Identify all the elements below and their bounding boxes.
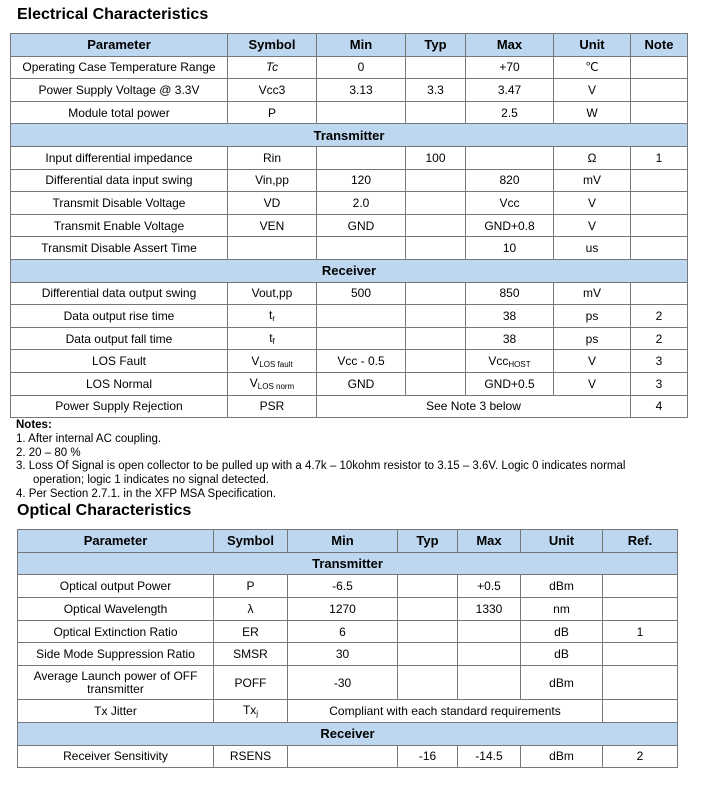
cell-max (458, 666, 521, 700)
cell-min (317, 146, 406, 169)
cell-typ (406, 192, 466, 215)
cell-typ (406, 350, 466, 373)
cell-spanned-note: Compliant with each standard requirements (288, 700, 603, 723)
cell-typ (398, 666, 458, 700)
cell-min: -6.5 (288, 575, 398, 598)
cell-typ: -16 (398, 745, 458, 768)
cell-symbol: λ (214, 598, 288, 621)
section-label: Transmitter (11, 124, 688, 147)
cell-parameter: LOS Normal (11, 372, 228, 395)
cell-min: 3.13 (317, 79, 406, 102)
cell-min: 6 (288, 620, 398, 643)
optical-table (17, 529, 678, 768)
cell-unit: us (554, 237, 631, 260)
cell-note: 4 (631, 395, 688, 418)
cell-max (466, 350, 554, 373)
cell-typ (406, 305, 466, 328)
cell-symbol: VEN (228, 214, 317, 237)
cell-max: GND+0.5 (466, 372, 554, 395)
table-row (11, 282, 688, 305)
cell-symbol: PSR (228, 395, 317, 418)
header-max: Max (458, 530, 521, 553)
cell-min (317, 101, 406, 124)
section-row-transmitter (11, 124, 688, 147)
cell-symbol: P (214, 575, 288, 598)
table-row (11, 372, 688, 395)
cell-max: 850 (466, 282, 554, 305)
cell-max: 820 (466, 169, 554, 192)
table-row (11, 395, 688, 418)
cell-note (631, 56, 688, 79)
cell-symbol: VD (228, 192, 317, 215)
symbol-subscript: f (272, 337, 275, 347)
cell-parameter: Optical output Power (18, 575, 214, 598)
cell-typ (406, 327, 466, 350)
cell-note: 1 (631, 146, 688, 169)
cell-min (317, 305, 406, 328)
cell-unit: ps (554, 305, 631, 328)
optical-title: Optical Characteristics (17, 502, 192, 519)
symbol-subscript: LOS fault (259, 359, 293, 369)
cell-symbol: POFF (214, 666, 288, 700)
table-header-row (18, 530, 678, 553)
header-symbol: Symbol (214, 530, 288, 553)
cell-min (288, 745, 398, 768)
cell-max: +0.5 (458, 575, 521, 598)
header-min: Min (288, 530, 398, 553)
cell-note (631, 214, 688, 237)
cell-max: +70 (466, 56, 554, 79)
cell-symbol: P (228, 101, 317, 124)
note-item-continuation: operation; logic 1 indicates no signal detected. (33, 474, 269, 487)
cell-ref (603, 575, 678, 598)
section-row-receiver (11, 259, 688, 282)
cell-parameter: Transmit Disable Voltage (11, 192, 228, 215)
electrical-table (10, 33, 688, 418)
cell-min (317, 237, 406, 260)
cell-typ (398, 643, 458, 666)
section-row-receiver (18, 722, 678, 745)
table-row (11, 79, 688, 102)
cell-parameter: Transmit Enable Voltage (11, 214, 228, 237)
table-header-row (11, 34, 688, 57)
cell-min: Vcc - 0.5 (317, 350, 406, 373)
section-label: Receiver (11, 259, 688, 282)
cell-typ (398, 598, 458, 621)
header-unit: Unit (521, 530, 603, 553)
cell-note: 2 (631, 327, 688, 350)
table-row (11, 214, 688, 237)
cell-typ (406, 237, 466, 260)
table-row (11, 56, 688, 79)
cell-unit: dBm (521, 666, 603, 700)
cell-typ (406, 372, 466, 395)
cell-unit: W (554, 101, 631, 124)
header-typ: Typ (398, 530, 458, 553)
cell-symbol: Rin (228, 146, 317, 169)
cell-parameter: Optical Extinction Ratio (18, 620, 214, 643)
cell-parameter: Power Supply Rejection (11, 395, 228, 418)
cell-ref (603, 643, 678, 666)
symbol-subscript: r (272, 314, 275, 324)
cell-typ (406, 56, 466, 79)
cell-max: Vcc (466, 192, 554, 215)
cell-max: 38 (466, 305, 554, 328)
cell-parameter: Data output fall time (11, 327, 228, 350)
cell-ref (603, 598, 678, 621)
cell-min: 30 (288, 643, 398, 666)
cell-unit: V (554, 214, 631, 237)
cell-symbol (228, 327, 317, 350)
header-typ: Typ (406, 34, 466, 57)
cell-typ: 3.3 (406, 79, 466, 102)
table-row (11, 169, 688, 192)
cell-unit: V (554, 192, 631, 215)
cell-note (631, 237, 688, 260)
cell-symbol: Tc (228, 56, 317, 79)
table-row (11, 327, 688, 350)
section-row-transmitter (18, 552, 678, 575)
note-item: 2. 20 – 80 % (16, 446, 81, 459)
header-min: Min (317, 34, 406, 57)
cell-ref: 2 (603, 745, 678, 768)
cell-parameter: Optical Wavelength (18, 598, 214, 621)
cell-parameter: Module total power (11, 101, 228, 124)
cell-max (458, 643, 521, 666)
table-row (18, 666, 678, 700)
header-symbol: Symbol (228, 34, 317, 57)
cell-unit: ps (554, 327, 631, 350)
cell-max: 2.5 (466, 101, 554, 124)
notes-block (16, 419, 696, 502)
cell-min: 1270 (288, 598, 398, 621)
cell-max: 38 (466, 327, 554, 350)
cell-ref (603, 666, 678, 700)
table-row (11, 350, 688, 373)
cell-ref (603, 700, 678, 723)
header-max: Max (466, 34, 554, 57)
cell-typ (398, 620, 458, 643)
cell-unit: dB (521, 643, 603, 666)
header-unit: Unit (554, 34, 631, 57)
table-row (18, 643, 678, 666)
cell-parameter: Input differential impedance (11, 146, 228, 169)
cell-symbol: Vcc3 (228, 79, 317, 102)
cell-min: GND (317, 372, 406, 395)
cell-typ (406, 169, 466, 192)
cell-max: GND+0.8 (466, 214, 554, 237)
cell-unit: V (554, 372, 631, 395)
cell-unit: dB (521, 620, 603, 643)
cell-min: 0 (317, 56, 406, 79)
cell-note (631, 282, 688, 305)
cell-min: 120 (317, 169, 406, 192)
cell-note (631, 101, 688, 124)
note-item: 1. After internal AC coupling. (16, 432, 162, 445)
cell-symbol (228, 350, 317, 373)
cell-max (466, 146, 554, 169)
table-row (18, 700, 678, 723)
symbol-main: t (268, 308, 273, 323)
cell-typ (406, 282, 466, 305)
notes-heading: Notes: (16, 419, 52, 431)
cell-unit: V (554, 350, 631, 373)
cell-parameter: Receiver Sensitivity (18, 745, 214, 768)
cell-note: 2 (631, 305, 688, 328)
cell-symbol: SMSR (214, 643, 288, 666)
cell-symbol (228, 372, 317, 395)
section-label: Transmitter (18, 552, 678, 575)
cell-typ (406, 101, 466, 124)
cell-min (317, 327, 406, 350)
symbol-main: V (251, 353, 260, 368)
section-label: Receiver (18, 722, 678, 745)
cell-parameter: Tx Jitter (18, 700, 214, 723)
cell-symbol (228, 237, 317, 260)
cell-unit: dBm (521, 575, 603, 598)
header-parameter: Parameter (11, 34, 228, 57)
cell-parameter: Transmit Disable Assert Time (11, 237, 228, 260)
cell-note (631, 192, 688, 215)
cell-symbol (214, 700, 288, 723)
cell-unit: ℃ (554, 56, 631, 79)
table-row (18, 598, 678, 621)
cell-note: 3 (631, 350, 688, 373)
cell-unit: nm (521, 598, 603, 621)
table-row (18, 575, 678, 598)
cell-unit: mV (554, 282, 631, 305)
cell-unit: Ω (554, 146, 631, 169)
cell-max: 1330 (458, 598, 521, 621)
cell-parameter: Power Supply Voltage @ 3.3V (11, 79, 228, 102)
cell-parameter: Operating Case Temperature Range (11, 56, 228, 79)
table-row (18, 620, 678, 643)
cell-min: 2.0 (317, 192, 406, 215)
cell-symbol: ER (214, 620, 288, 643)
cell-min: 500 (317, 282, 406, 305)
cell-unit: mV (554, 169, 631, 192)
symbol-main: t (269, 331, 273, 346)
cell-max (458, 620, 521, 643)
cell-min: -30 (288, 666, 398, 700)
cell-note (631, 79, 688, 102)
header-ref: Ref. (603, 530, 678, 553)
symbol-subscript: LOS norm (257, 382, 295, 392)
cell-parameter: Data output rise time (11, 305, 228, 328)
header-note: Note (631, 34, 688, 57)
cell-symbol: Vout,pp (228, 282, 317, 305)
table-row (11, 192, 688, 215)
table-row (11, 237, 688, 260)
cell-parameter: LOS Fault (11, 350, 228, 373)
cell-spanned-note: See Note 3 below (317, 395, 631, 418)
electrical-title: Electrical Characteristics (17, 6, 209, 23)
cell-max: -14.5 (458, 745, 521, 768)
cell-max: 3.47 (466, 79, 554, 102)
max-subscript: HOST (508, 359, 531, 369)
cell-min: GND (317, 214, 406, 237)
cell-unit: V (554, 79, 631, 102)
cell-parameter: Differential data input swing (11, 169, 228, 192)
cell-parameter: Side Mode Suppression Ratio (18, 643, 214, 666)
table-row (11, 101, 688, 124)
cell-typ (398, 575, 458, 598)
symbol-main: V (249, 376, 258, 391)
cell-typ: 100 (406, 146, 466, 169)
max-main: Vcc (488, 353, 509, 368)
cell-parameter: Average Launch power of OFF transmitter (18, 666, 214, 700)
table-row (11, 146, 688, 169)
note-item: 3. Loss Of Signal is open collector to be pulled up with a 4.7k – 10kohm resistor to 3.15 – 3.6V. Logic 0 indicates normal (16, 460, 626, 473)
cell-symbol: RSENS (214, 745, 288, 768)
symbol-main: Tx (242, 703, 257, 718)
table-row (11, 305, 688, 328)
cell-max: 10 (466, 237, 554, 260)
cell-note (631, 169, 688, 192)
symbol-subscript: j (256, 709, 259, 719)
cell-note: 3 (631, 372, 688, 395)
header-parameter: Parameter (18, 530, 214, 553)
cell-unit: dBm (521, 745, 603, 768)
table-row (18, 745, 678, 768)
note-item: 4. Per Section 2.7.1. in the XFP MSA Specification. (16, 487, 276, 500)
cell-symbol (228, 305, 317, 328)
cell-typ (406, 214, 466, 237)
cell-ref: 1 (603, 620, 678, 643)
cell-symbol: Vin,pp (228, 169, 317, 192)
cell-parameter: Differential data output swing (11, 282, 228, 305)
